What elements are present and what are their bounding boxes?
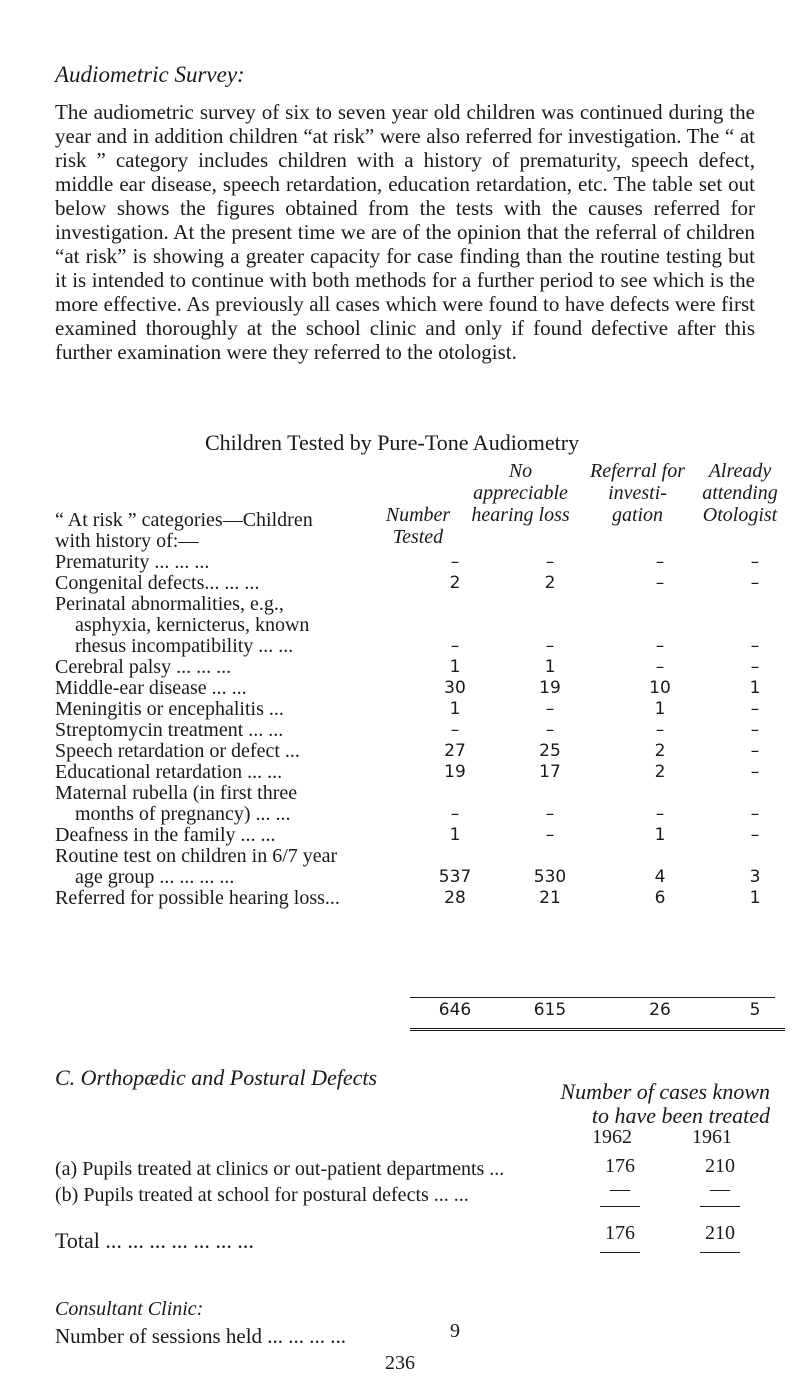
row-cell: – [655,657,665,677]
table-row [55,594,775,615]
row-label: Referred for possible hearing loss... [55,887,340,909]
row-cell: 2 [654,741,666,761]
table-row [55,720,775,741]
row-cell: – [750,699,760,719]
row-label: Routine test on children in 6/7 year [55,845,338,867]
orthopaedic-row-b-1962: — [610,1178,630,1200]
row-cell: – [545,804,555,824]
row-cell: – [545,699,555,719]
row-cell: – [750,804,760,824]
row-cell: – [450,720,460,740]
column-heading-text: Already attending Otologist [702,460,778,526]
row-cell: – [655,804,665,824]
orthopaedic-row-a-label: (a) Pupils treated at clinics or out-patient departments ... [55,1158,505,1180]
row-cell: 28 [444,888,466,908]
row-label: Maternal rubella (in first three [55,782,298,804]
row-cell: 3 [749,867,761,887]
row-label: Congenital defects... ... ... [55,572,260,594]
row-label: Deafness in the family ... ... [55,824,276,846]
column-heading-text: Number Tested [385,504,451,548]
total-rule-bottom [410,1028,785,1031]
table-row [55,888,775,909]
orthopaedic-heading: C. Orthopædic and Postural Defects [55,1065,378,1090]
row-label: with history of:— [55,530,199,552]
row-cell: – [750,636,760,656]
row-cell: 19 [444,762,466,782]
row-cell: – [450,804,460,824]
audiometry-table-body [55,510,775,909]
table-row [55,762,775,783]
row-cell: 1 [449,657,461,677]
orthopaedic-total-rule-1961 [700,1252,740,1253]
total-no-hearing-loss: 615 [533,1000,567,1020]
row-cell: 537 [438,867,472,887]
audiometry-table-title: Children Tested by Pure-Tone Audiometry [205,430,580,455]
orthopaedic-total-label: Total ... ... ... ... ... ... ... [55,1228,254,1253]
consultant-clinic-heading: Consultant Clinic: [55,1298,204,1320]
table-row [55,741,775,762]
consultant-sessions-value: 9 [450,1320,460,1342]
totals-row [55,1000,775,1022]
row-cell: – [450,552,460,572]
table-row [55,867,775,888]
row-label: months of pregnancy) ... ... [75,803,291,825]
row-cell: 30 [444,678,466,698]
year-1962: 1962 [592,1126,632,1148]
row-label: rhesus incompatibility ... ... [75,635,294,657]
row-cell: 2 [654,762,666,782]
row-label: Perinatal abnormalities, e.g., [55,593,284,615]
row-cell: 1 [544,657,556,677]
row-cell: 17 [539,762,561,782]
row-cell: – [750,762,760,782]
row-label: “ At risk ” categories—Children [55,509,313,531]
row-label: asphyxia, kernicterus, known [75,614,310,636]
row-cell: – [545,552,555,572]
orthopaedic-row-b-label: (b) Pupils treated at school for postural defects ... ... [55,1184,469,1206]
row-cell: 2 [449,573,461,593]
row-label: Educational retardation ... ... [55,761,283,783]
orthopaedic-row-b-1961: — [710,1178,730,1200]
row-cell: – [655,573,665,593]
row-label: Meningitis or encephalitis ... [55,698,284,720]
column-heading-text: No appreciable hearing loss [471,460,570,526]
table-row [55,531,775,552]
table-row [55,573,775,594]
row-label: Cerebral palsy ... ... ... [55,656,232,678]
orthopaedic-total-1961: 210 [705,1222,735,1244]
row-cell: – [450,636,460,656]
row-cell: – [655,636,665,656]
row-cell: – [750,825,760,845]
table-row [55,636,775,657]
row-cell: – [545,636,555,656]
table-row [55,510,775,531]
row-label: Speech retardation or defect ... [55,740,300,762]
orthopaedic-rule-1962 [600,1206,640,1207]
total-already-attending: 5 [749,1000,761,1020]
row-cell: 1 [654,825,666,845]
row-cell: 1 [449,825,461,845]
row-label: Streptomycin treatment ... ... [55,719,284,741]
row-cell: – [750,657,760,677]
audiometric-survey-paragraph: The audiometric survey of six to seven year old children was continued during the year and in addition children “at risk” were also referred for investigation. The “ at risk ” category includes children with a history of prematurity, speech defect, middle ear disease, speech retardation, education retardation, etc. The table set out below shows the figures obtained from the tests with the causes referred for investigation. At the present time we are of the opinion that the referral of children “at risk” is showing a greater capacity for case finding than the routine testing but it is intended to continue with both methods for a further period to see which is the more effective. As previously all cases which were found to have defects were first examined thoroughly at the school clinic and only if found defective after this further examination were they referred to the otologist. [55,100,755,364]
row-cell: – [750,573,760,593]
row-cell: – [655,720,665,740]
orthopaedic-row-a-1961: 210 [705,1155,735,1177]
page-number: 236 [385,1352,415,1374]
total-rule-top [410,997,775,998]
table-row [55,552,775,573]
row-cell: – [545,825,555,845]
table-row [55,825,775,846]
total-number-tested: 646 [438,1000,472,1020]
row-cell: 19 [539,678,561,698]
row-cell: – [545,720,555,740]
orthopaedic-total-rule-1962 [600,1252,640,1253]
row-cell: – [750,741,760,761]
row-label: Middle-ear disease ... ... [55,677,247,699]
table-row [55,615,775,636]
table-row [55,699,775,720]
table-row [55,678,775,699]
table-row [55,846,775,867]
row-cell: 530 [533,867,567,887]
row-cell: 4 [654,867,666,887]
orthopaedic-row-a-1962: 176 [605,1155,635,1177]
row-cell: 25 [539,741,561,761]
row-cell: 2 [544,573,556,593]
total-referral: 26 [649,1000,671,1020]
orthopaedic-rule-1961 [700,1206,740,1207]
row-cell: 1 [749,888,761,908]
row-cell: 21 [539,888,561,908]
consultant-sessions-label: Number of sessions held ... ... ... ... [55,1324,347,1348]
row-cell: 1 [749,678,761,698]
row-cell: 10 [649,678,671,698]
table-row [55,804,775,825]
year-1961: 1961 [692,1126,732,1148]
row-label: Prematurity ... ... ... [55,551,210,573]
orthopaedic-column-heading: Number of cases known to have been treated [560,1079,770,1128]
row-cell: – [655,552,665,572]
column-heading-text: Referral for investi- gation [590,460,685,526]
row-cell: 27 [444,741,466,761]
row-cell: – [750,552,760,572]
table-row [55,783,775,804]
row-cell: 1 [449,699,461,719]
row-cell: 6 [654,888,666,908]
orthopaedic-total-1962: 176 [605,1222,635,1244]
audiometric-survey-heading: Audiometric Survey: [55,62,245,87]
table-row [55,657,775,678]
row-cell: – [750,720,760,740]
row-cell: 1 [654,699,666,719]
row-label: age group ... ... ... ... [75,866,235,888]
